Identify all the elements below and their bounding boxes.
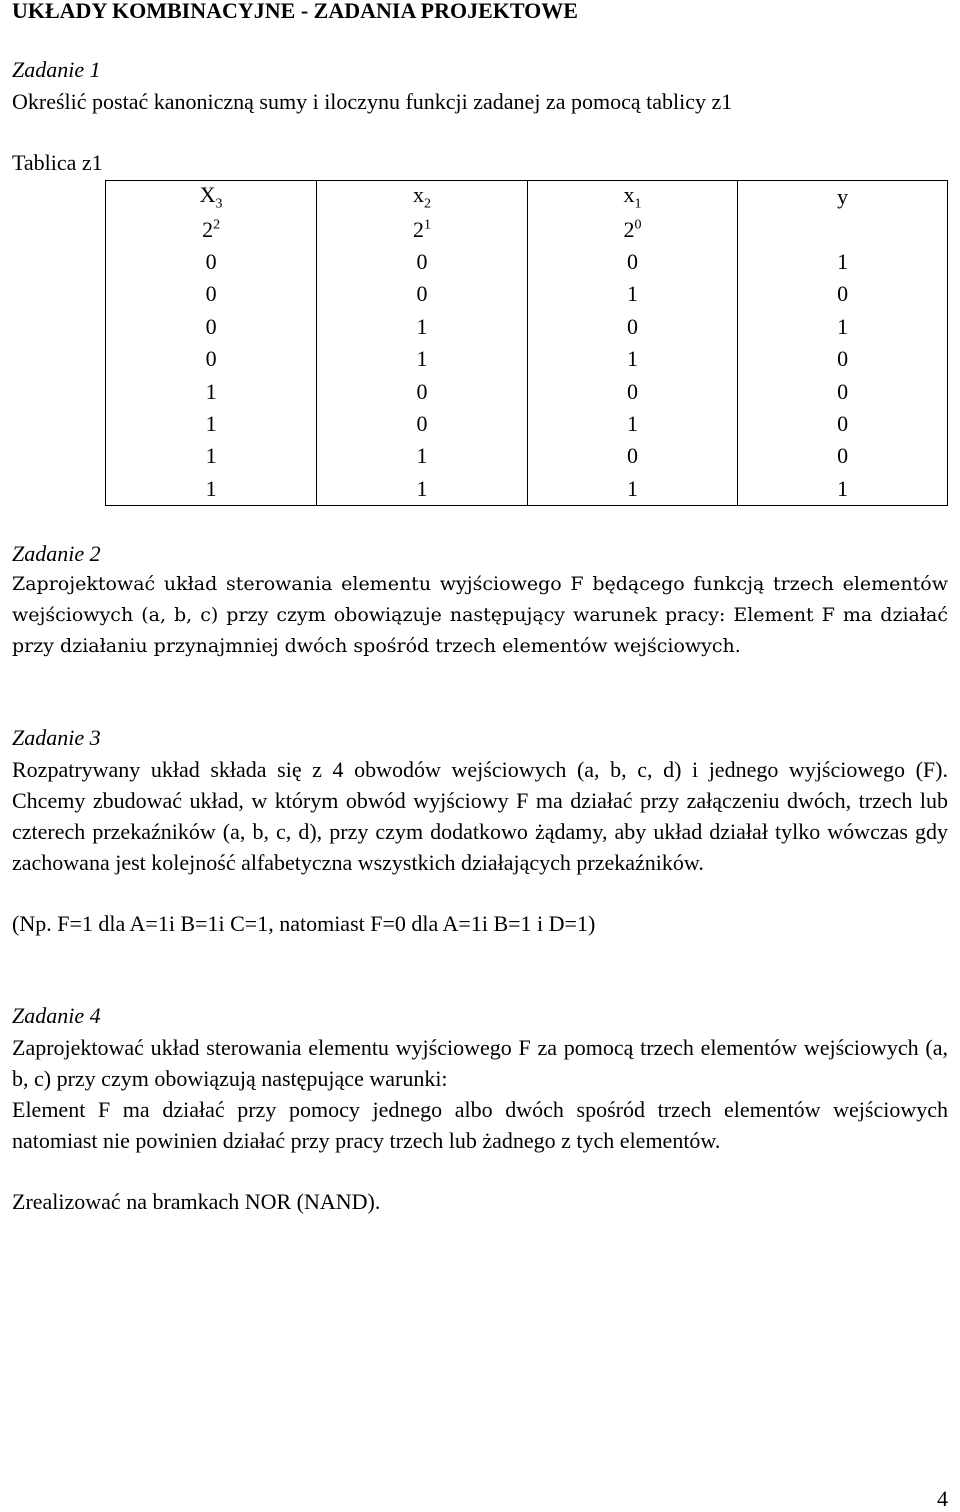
task2-text: Zaprojektować układ sterowania elementu wyjściowego F będącego funkcją trzech elementów wejściowych (a, b, c) przy czym obowiązuje następujący warunek pracy: Element F ma działać przy działaniu przynajmniej dwóch spośród trzech elementów wejściowych. [12,573,948,657]
task1-text: Określić postać kanoniczną sumy i iloczynu funkcji zadanej za pomocą tablicy z1 [12,89,733,114]
header-base: x [623,182,635,207]
table-cell: 1 [738,473,948,506]
table-row [106,246,948,278]
table-cell: 0 [317,408,528,440]
weight-cell [527,213,738,245]
task2-heading: Zadanie 2 [12,541,101,566]
page-title: UKŁADY KOMBINACYJNE - ZADANIA PROJEKTOWE [12,0,578,23]
weight-exponent: 2 [213,217,221,233]
table-cell: 1 [527,408,738,440]
task4-text-conditions: Zaprojektować układ sterowania elementu wyjściowego F za pomocą trzech elementów wejściowych (a, b, c) przy czym obowiązują następujące warunki: [12,1035,948,1091]
table-cell: 1 [317,473,528,506]
header-cell [738,181,948,214]
table-cell: 0 [106,246,317,278]
header-base: x [412,182,424,207]
table-cell: 0 [106,278,317,310]
task3-text: Rozpatrywany układ składa się z 4 obwodów wejściowych (a, b, c, d) i jednego wyjściowego (F). Chcemy zbudować układ, w którym obwód wyjściowy F ma działać przy załączeniu dwóch, trzech lub czterech przekaźników (a, b, c, d), przy czym dodatkowo żądamy, aby układ działał tylko wówczas gdy zachowana jest kolejność alfabetyczna wszystkich działających przekaźników. [12,757,948,875]
weight-cell [738,213,948,245]
table-cell: 0 [738,440,948,472]
table-cell: 1 [527,473,738,506]
table-cell: 0 [527,311,738,343]
table-row [106,375,948,407]
task3-note: (Np. F=1 dla A=1i B=1i C=1, natomiast F=0 dla A=1i B=1 i D=1) [12,911,596,936]
table-cell: 1 [106,440,317,472]
table-cell: 0 [106,343,317,375]
table-cell: 1 [106,408,317,440]
table-cell: 1 [106,473,317,506]
table-row [106,440,948,472]
header-subscript: 1 [634,196,642,212]
table-cell: 0 [317,246,528,278]
table-cell: 1 [527,343,738,375]
table-cell: 0 [738,375,948,407]
table-cell: 1 [106,375,317,407]
table-cell: 1 [317,440,528,472]
table-caption: Tablica z1 [12,150,103,175]
header-base: y [837,184,849,210]
table-row [106,408,948,440]
truth-table-z1 [105,180,948,506]
header-cell [317,181,528,214]
table-cell: 1 [527,278,738,310]
table-cell: 0 [106,311,317,343]
header-cell [106,181,317,214]
weight-base: 2 [202,216,214,242]
table-cell: 1 [738,311,948,343]
table-cell: 0 [317,278,528,310]
table-cell: 0 [738,278,948,310]
table-cell: 0 [527,375,738,407]
weight-cell [106,213,317,245]
table-cell: 0 [317,375,528,407]
weight-base: 2 [412,216,424,242]
weight-exponent: 1 [423,217,431,233]
task4-text-gates: Zrealizować na bramkach NOR (NAND). [12,1189,381,1214]
table-cell: 0 [527,246,738,278]
table-cell: 1 [317,343,528,375]
task3-heading: Zadanie 3 [12,725,101,750]
table-header-row [106,181,948,214]
table-cell: 0 [527,440,738,472]
table-row [106,311,948,343]
task1-heading: Zadanie 1 [12,57,101,82]
header-subscript: 3 [215,196,223,212]
table-weights-row [106,213,948,245]
header-cell [527,181,738,214]
table-row [106,343,948,375]
page-number: 4 [937,1486,948,1511]
table-row [106,473,948,506]
task4-text-requirement: Element F ma działać przy pomocy jednego albo dwóch spośród trzech elementów wejściowych natomiast nie powinien działać przy pracy trzech lub żadnego z tych elementów. [12,1097,948,1153]
table-cell: 1 [738,246,948,278]
table-cell: 0 [738,343,948,375]
weight-base: 2 [623,216,635,242]
weight-cell [317,213,528,245]
header-base: X [199,182,216,207]
task4-heading: Zadanie 4 [12,1003,101,1028]
weight-exponent: 0 [634,217,642,233]
table-cell: 0 [738,408,948,440]
table-row [106,278,948,310]
header-subscript: 2 [423,196,431,212]
table-cell: 1 [317,311,528,343]
